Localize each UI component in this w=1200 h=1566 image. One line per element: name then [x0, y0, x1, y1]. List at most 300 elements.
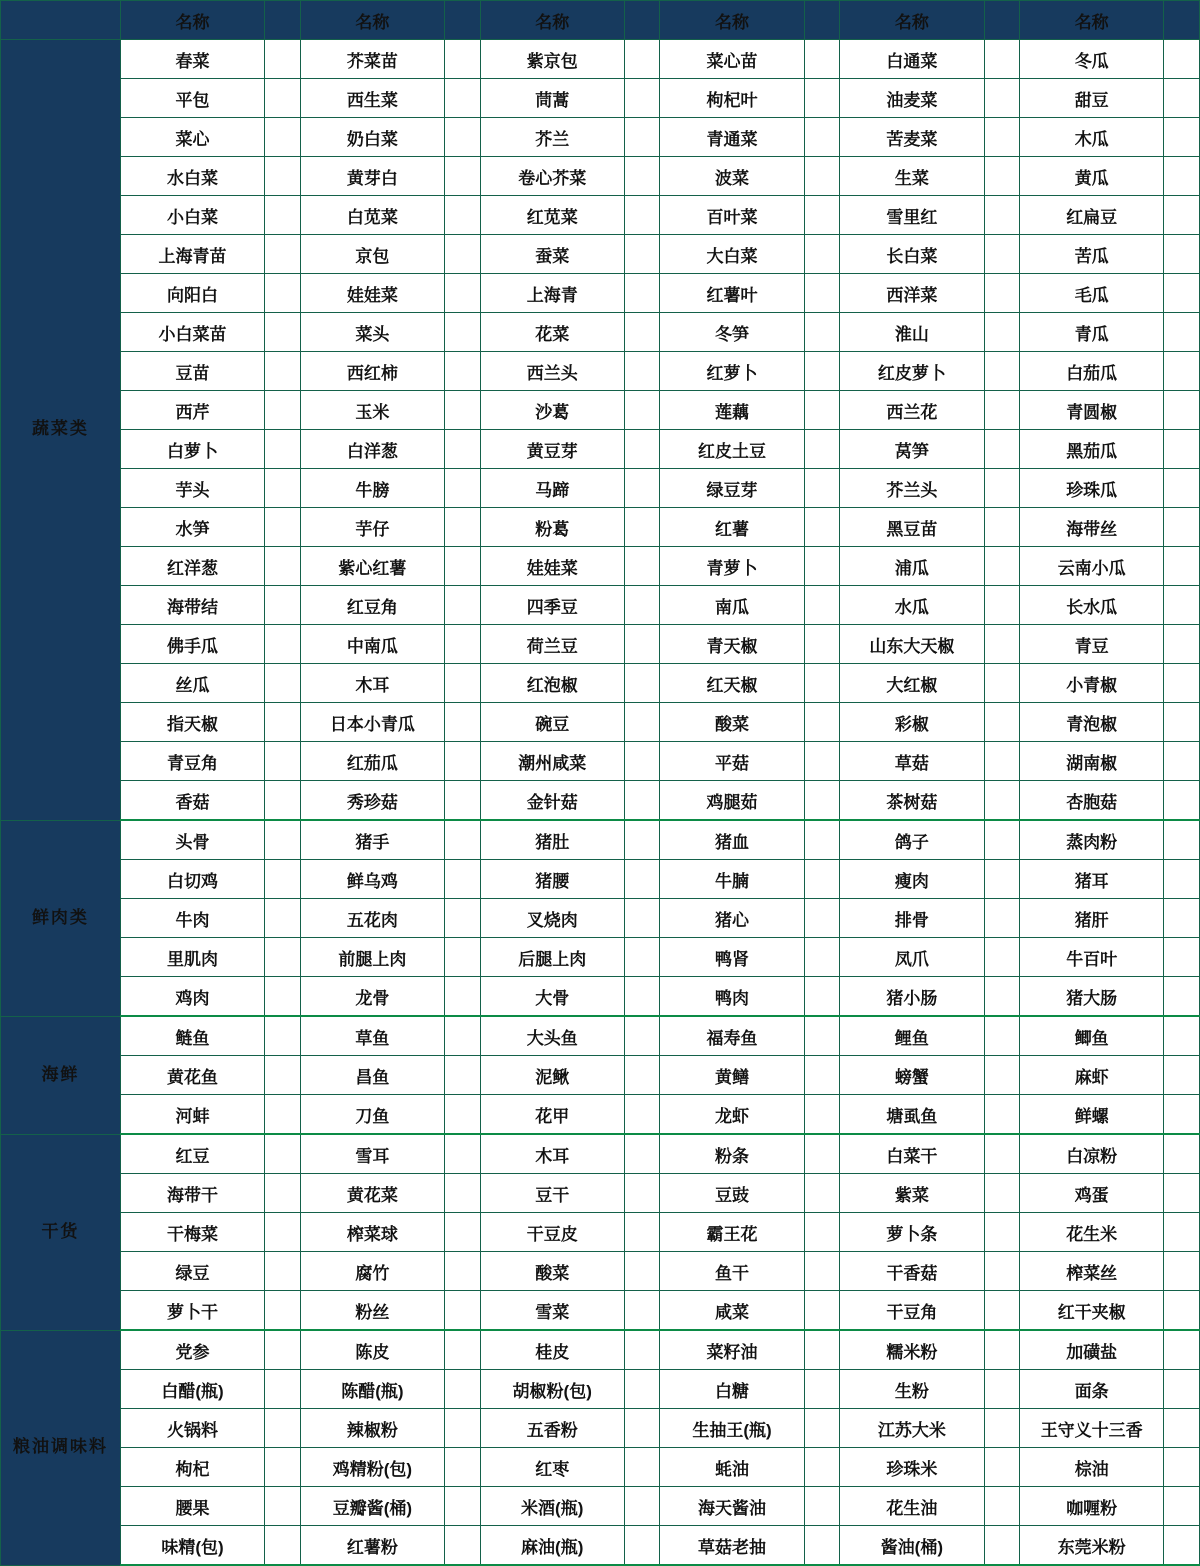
item-name-cell: 平菇 [660, 742, 804, 781]
item-name-cell: 瘦肉 [840, 860, 984, 899]
item-quantity-cell[interactable] [1164, 40, 1200, 79]
item-quantity-cell[interactable] [984, 1409, 1020, 1448]
item-quantity-cell[interactable] [445, 274, 481, 313]
item-quantity-cell[interactable] [1164, 235, 1200, 274]
item-quantity-cell[interactable] [984, 742, 1020, 781]
item-quantity-cell[interactable] [1164, 1448, 1200, 1487]
item-quantity-cell[interactable] [984, 1134, 1020, 1174]
item-quantity-cell[interactable] [265, 430, 301, 469]
item-quantity-cell[interactable] [804, 977, 840, 1017]
item-quantity-cell[interactable] [804, 40, 840, 79]
item-quantity-cell[interactable] [1164, 1016, 1200, 1056]
item-quantity-cell[interactable] [804, 781, 840, 821]
item-quantity-cell[interactable] [804, 1134, 840, 1174]
item-quantity-cell[interactable] [1164, 1370, 1200, 1409]
item-quantity-cell[interactable] [624, 469, 660, 508]
item-quantity-cell[interactable] [1164, 547, 1200, 586]
item-quantity-cell[interactable] [984, 1330, 1020, 1370]
item-quantity-cell[interactable] [624, 1174, 660, 1213]
item-quantity-cell[interactable] [984, 196, 1020, 235]
item-name-cell: 水笋 [120, 508, 264, 547]
item-quantity-cell[interactable] [1164, 1056, 1200, 1095]
item-name-cell: 粉条 [660, 1134, 804, 1174]
item-name-cell: 木耳 [300, 664, 444, 703]
item-quantity-cell[interactable] [984, 899, 1020, 938]
item-quantity-cell[interactable] [804, 79, 840, 118]
item-quantity-cell[interactable] [624, 1330, 660, 1370]
item-quantity-cell[interactable] [984, 1487, 1020, 1526]
item-quantity-cell[interactable] [804, 508, 840, 547]
item-quantity-cell[interactable] [804, 1095, 840, 1135]
item-quantity-cell[interactable] [445, 1095, 481, 1135]
item-quantity-cell[interactable] [624, 1448, 660, 1487]
item-quantity-cell[interactable] [804, 938, 840, 977]
item-quantity-cell[interactable] [1164, 1134, 1200, 1174]
item-quantity-cell[interactable] [445, 1016, 481, 1056]
item-quantity-cell[interactable] [984, 235, 1020, 274]
item-name-cell: 草菇 [840, 742, 984, 781]
item-quantity-cell[interactable] [445, 313, 481, 352]
item-quantity-cell[interactable] [624, 79, 660, 118]
item-name-cell: 红豆角 [300, 586, 444, 625]
item-name-cell: 海带干 [120, 1174, 264, 1213]
item-quantity-cell[interactable] [984, 274, 1020, 313]
item-quantity-cell[interactable] [984, 391, 1020, 430]
item-quantity-cell[interactable] [1164, 977, 1200, 1017]
item-quantity-cell[interactable] [624, 742, 660, 781]
header-name-3: 名称 [480, 1, 624, 40]
item-quantity-cell[interactable] [445, 742, 481, 781]
item-quantity-cell[interactable] [624, 1409, 660, 1448]
item-quantity-cell[interactable] [804, 196, 840, 235]
item-quantity-cell[interactable] [265, 1409, 301, 1448]
item-quantity-cell[interactable] [984, 1016, 1020, 1056]
item-name-cell: 塘虱鱼 [840, 1095, 984, 1135]
item-quantity-cell[interactable] [984, 469, 1020, 508]
item-quantity-cell[interactable] [624, 430, 660, 469]
item-name-cell: 猪肝 [1020, 899, 1164, 938]
item-name-cell: 酸菜 [480, 1252, 624, 1291]
item-name-cell: 猪心 [660, 899, 804, 938]
item-quantity-cell[interactable] [265, 586, 301, 625]
item-quantity-cell[interactable] [984, 977, 1020, 1017]
table-row [1, 274, 1200, 313]
item-quantity-cell[interactable] [1164, 508, 1200, 547]
item-quantity-cell[interactable] [1164, 118, 1200, 157]
item-quantity-cell[interactable] [1164, 586, 1200, 625]
item-quantity-cell[interactable] [445, 391, 481, 430]
item-quantity-cell[interactable] [804, 664, 840, 703]
item-quantity-cell[interactable] [804, 899, 840, 938]
item-quantity-cell[interactable] [265, 860, 301, 899]
item-quantity-cell[interactable] [265, 703, 301, 742]
item-quantity-cell[interactable] [445, 1487, 481, 1526]
item-quantity-cell[interactable] [1164, 938, 1200, 977]
item-quantity-cell[interactable] [624, 664, 660, 703]
item-quantity-cell[interactable] [265, 1016, 301, 1056]
item-name-cell: 萝卜干 [120, 1291, 264, 1331]
item-quantity-cell[interactable] [1164, 79, 1200, 118]
item-quantity-cell[interactable] [984, 40, 1020, 79]
item-quantity-cell[interactable] [445, 977, 481, 1017]
item-quantity-cell[interactable] [624, 820, 660, 860]
item-quantity-cell[interactable] [1164, 1291, 1200, 1331]
item-quantity-cell[interactable] [265, 664, 301, 703]
item-name-cell: 干香菇 [840, 1252, 984, 1291]
item-quantity-cell[interactable] [445, 1526, 481, 1566]
item-quantity-cell[interactable] [984, 1095, 1020, 1135]
item-quantity-cell[interactable] [445, 196, 481, 235]
item-name-cell: 芥兰 [480, 118, 624, 157]
item-quantity-cell[interactable] [1164, 1487, 1200, 1526]
item-quantity-cell[interactable] [804, 1409, 840, 1448]
item-quantity-cell[interactable] [1164, 742, 1200, 781]
item-quantity-cell[interactable] [984, 508, 1020, 547]
item-quantity-cell[interactable] [984, 1448, 1020, 1487]
item-quantity-cell[interactable] [624, 547, 660, 586]
item-quantity-cell[interactable] [445, 1330, 481, 1370]
item-quantity-cell[interactable] [1164, 1213, 1200, 1252]
item-quantity-cell[interactable] [265, 40, 301, 79]
item-quantity-cell[interactable] [804, 625, 840, 664]
item-quantity-cell[interactable] [265, 938, 301, 977]
item-quantity-cell[interactable] [984, 313, 1020, 352]
item-quantity-cell[interactable] [624, 391, 660, 430]
item-quantity-cell[interactable] [445, 1174, 481, 1213]
item-quantity-cell[interactable] [624, 1095, 660, 1135]
item-quantity-cell[interactable] [1164, 664, 1200, 703]
item-quantity-cell[interactable] [1164, 274, 1200, 313]
item-quantity-cell[interactable] [445, 469, 481, 508]
item-quantity-cell[interactable] [984, 157, 1020, 196]
item-name-cell: 红枣 [480, 1448, 624, 1487]
item-quantity-cell[interactable] [804, 1056, 840, 1095]
item-quantity-cell[interactable] [265, 1526, 301, 1566]
item-quantity-cell[interactable] [984, 1213, 1020, 1252]
item-quantity-cell[interactable] [984, 430, 1020, 469]
item-name-cell: 淮山 [840, 313, 984, 352]
item-quantity-cell[interactable] [984, 1291, 1020, 1331]
item-quantity-cell[interactable] [984, 586, 1020, 625]
item-quantity-cell[interactable] [445, 1409, 481, 1448]
item-quantity-cell[interactable] [624, 274, 660, 313]
item-quantity-cell[interactable] [1164, 1526, 1200, 1566]
table-row [1, 313, 1200, 352]
item-quantity-cell[interactable] [804, 742, 840, 781]
item-quantity-cell[interactable] [624, 1134, 660, 1174]
item-quantity-cell[interactable] [804, 391, 840, 430]
item-quantity-cell[interactable] [445, 1134, 481, 1174]
item-name-cell: 木耳 [480, 1134, 624, 1174]
item-quantity-cell[interactable] [265, 1370, 301, 1409]
item-quantity-cell[interactable] [984, 703, 1020, 742]
item-quantity-cell[interactable] [984, 625, 1020, 664]
header-name-1: 名称 [120, 1, 264, 40]
item-quantity-cell[interactable] [265, 1330, 301, 1370]
item-quantity-cell[interactable] [984, 781, 1020, 821]
item-quantity-cell[interactable] [265, 79, 301, 118]
item-quantity-cell[interactable] [445, 157, 481, 196]
item-quantity-cell[interactable] [445, 235, 481, 274]
item-quantity-cell[interactable] [445, 586, 481, 625]
item-quantity-cell[interactable] [265, 625, 301, 664]
item-quantity-cell[interactable] [984, 1526, 1020, 1566]
item-quantity-cell[interactable] [984, 118, 1020, 157]
item-quantity-cell[interactable] [445, 820, 481, 860]
item-name-cell: 豆瓣酱(桶) [300, 1487, 444, 1526]
item-quantity-cell[interactable] [624, 352, 660, 391]
item-name-cell: 刀鱼 [300, 1095, 444, 1135]
item-quantity-cell[interactable] [984, 938, 1020, 977]
item-name-cell: 蚕菜 [480, 235, 624, 274]
item-quantity-cell[interactable] [624, 157, 660, 196]
item-quantity-cell[interactable] [445, 664, 481, 703]
category-label: 鲜肉类 [31, 907, 89, 927]
item-quantity-cell[interactable] [1164, 352, 1200, 391]
item-quantity-cell[interactable] [265, 1291, 301, 1331]
item-quantity-cell[interactable] [1164, 430, 1200, 469]
item-quantity-cell[interactable] [265, 313, 301, 352]
item-quantity-cell[interactable] [624, 703, 660, 742]
item-quantity-cell[interactable] [624, 1056, 660, 1095]
item-name-cell: 白凉粉 [1020, 1134, 1164, 1174]
item-quantity-cell[interactable] [624, 586, 660, 625]
item-name-cell: 榨菜球 [300, 1213, 444, 1252]
item-name-cell: 白糖 [660, 1370, 804, 1409]
item-quantity-cell[interactable] [624, 1370, 660, 1409]
item-quantity-cell[interactable] [624, 899, 660, 938]
item-quantity-cell[interactable] [1164, 1409, 1200, 1448]
item-quantity-cell[interactable] [265, 352, 301, 391]
item-quantity-cell[interactable] [265, 118, 301, 157]
item-quantity-cell[interactable] [804, 1526, 840, 1566]
item-quantity-cell[interactable] [804, 860, 840, 899]
item-quantity-cell[interactable] [984, 860, 1020, 899]
item-quantity-cell[interactable] [1164, 469, 1200, 508]
item-quantity-cell[interactable] [624, 977, 660, 1017]
item-name-cell: 苦瓜 [1020, 235, 1164, 274]
item-quantity-cell[interactable] [445, 79, 481, 118]
item-quantity-cell[interactable] [265, 742, 301, 781]
item-quantity-cell[interactable] [1164, 703, 1200, 742]
item-name-cell: 秀珍菇 [300, 781, 444, 821]
item-quantity-cell[interactable] [445, 508, 481, 547]
item-quantity-cell[interactable] [804, 274, 840, 313]
item-name-cell: 河蚌 [120, 1095, 264, 1135]
item-quantity-cell[interactable] [445, 625, 481, 664]
item-quantity-cell[interactable] [445, 40, 481, 79]
item-name-cell: 粉丝 [300, 1291, 444, 1331]
item-name-cell: 干梅菜 [120, 1213, 264, 1252]
category-cell [1, 40, 121, 821]
table-head [1, 1, 1200, 40]
item-quantity-cell[interactable] [624, 235, 660, 274]
item-quantity-cell[interactable] [804, 1291, 840, 1331]
item-quantity-cell[interactable] [265, 1213, 301, 1252]
item-quantity-cell[interactable] [624, 40, 660, 79]
item-quantity-cell[interactable] [624, 781, 660, 821]
item-name-cell: 猪血 [660, 820, 804, 860]
item-quantity-cell[interactable] [804, 1370, 840, 1409]
item-quantity-cell[interactable] [984, 664, 1020, 703]
item-quantity-cell[interactable] [265, 196, 301, 235]
item-quantity-cell[interactable] [445, 781, 481, 821]
item-quantity-cell[interactable] [265, 157, 301, 196]
item-quantity-cell[interactable] [624, 938, 660, 977]
item-quantity-cell[interactable] [624, 1487, 660, 1526]
item-quantity-cell[interactable] [624, 118, 660, 157]
item-name-cell: 碗豆 [480, 703, 624, 742]
item-quantity-cell[interactable] [445, 352, 481, 391]
item-name-cell: 牛肉 [120, 899, 264, 938]
item-quantity-cell[interactable] [265, 1095, 301, 1135]
item-quantity-cell[interactable] [624, 1252, 660, 1291]
item-quantity-cell[interactable] [265, 1174, 301, 1213]
item-quantity-cell[interactable] [624, 313, 660, 352]
item-quantity-cell[interactable] [804, 586, 840, 625]
item-quantity-cell[interactable] [804, 157, 840, 196]
item-quantity-cell[interactable] [445, 547, 481, 586]
item-name-cell: 粉葛 [480, 508, 624, 547]
item-quantity-cell[interactable] [804, 118, 840, 157]
item-quantity-cell[interactable] [984, 1056, 1020, 1095]
item-quantity-cell[interactable] [804, 1448, 840, 1487]
item-quantity-cell[interactable] [265, 1134, 301, 1174]
item-name-cell: 卷心芥菜 [480, 157, 624, 196]
item-quantity-cell[interactable] [804, 1252, 840, 1291]
item-name-cell: 红皮萝卜 [840, 352, 984, 391]
item-quantity-cell[interactable] [265, 391, 301, 430]
item-quantity-cell[interactable] [265, 274, 301, 313]
item-quantity-cell[interactable] [1164, 391, 1200, 430]
item-quantity-cell[interactable] [984, 79, 1020, 118]
item-quantity-cell[interactable] [1164, 820, 1200, 860]
item-name-cell: 榨菜丝 [1020, 1252, 1164, 1291]
item-name-cell: 浦瓜 [840, 547, 984, 586]
item-quantity-cell[interactable] [804, 703, 840, 742]
item-quantity-cell[interactable] [1164, 899, 1200, 938]
item-quantity-cell[interactable] [445, 703, 481, 742]
item-quantity-cell[interactable] [265, 1056, 301, 1095]
item-quantity-cell[interactable] [265, 781, 301, 821]
item-quantity-cell[interactable] [624, 1213, 660, 1252]
item-name-cell: 猪大肠 [1020, 977, 1164, 1017]
item-quantity-cell[interactable] [984, 547, 1020, 586]
item-quantity-cell[interactable] [265, 469, 301, 508]
item-quantity-cell[interactable] [265, 508, 301, 547]
item-quantity-cell[interactable] [804, 235, 840, 274]
item-quantity-cell[interactable] [445, 1370, 481, 1409]
item-name-cell: 鸡肉 [120, 977, 264, 1017]
item-quantity-cell[interactable] [445, 899, 481, 938]
item-quantity-cell[interactable] [624, 1291, 660, 1331]
item-name-cell: 红薯 [660, 508, 804, 547]
item-quantity-cell[interactable] [1164, 625, 1200, 664]
item-name-cell: 菜心 [120, 118, 264, 157]
header-qty-5 [984, 1, 1020, 40]
item-quantity-cell[interactable] [265, 547, 301, 586]
table-row [1, 586, 1200, 625]
item-name-cell: 鸡蛋 [1020, 1174, 1164, 1213]
item-quantity-cell[interactable] [265, 235, 301, 274]
item-quantity-cell[interactable] [984, 352, 1020, 391]
item-quantity-cell[interactable] [804, 1487, 840, 1526]
item-quantity-cell[interactable] [445, 1213, 481, 1252]
item-quantity-cell[interactable] [1164, 196, 1200, 235]
item-quantity-cell[interactable] [1164, 1174, 1200, 1213]
item-quantity-cell[interactable] [265, 1252, 301, 1291]
item-name-cell: 加磺盐 [1020, 1330, 1164, 1370]
item-quantity-cell[interactable] [804, 1213, 840, 1252]
item-quantity-cell[interactable] [1164, 860, 1200, 899]
item-quantity-cell[interactable] [265, 899, 301, 938]
item-quantity-cell[interactable] [624, 1526, 660, 1566]
item-quantity-cell[interactable] [445, 1056, 481, 1095]
item-quantity-cell[interactable] [445, 1291, 481, 1331]
item-quantity-cell[interactable] [265, 820, 301, 860]
item-quantity-cell[interactable] [624, 625, 660, 664]
item-quantity-cell[interactable] [804, 1174, 840, 1213]
item-quantity-cell[interactable] [445, 938, 481, 977]
item-name-cell: 白洋葱 [300, 430, 444, 469]
item-quantity-cell[interactable] [1164, 1330, 1200, 1370]
item-quantity-cell[interactable] [1164, 157, 1200, 196]
item-quantity-cell[interactable] [445, 430, 481, 469]
item-quantity-cell[interactable] [804, 430, 840, 469]
table-row [1, 40, 1200, 79]
item-quantity-cell[interactable] [624, 508, 660, 547]
item-quantity-cell[interactable] [624, 196, 660, 235]
item-quantity-cell[interactable] [445, 1448, 481, 1487]
item-quantity-cell[interactable] [265, 1448, 301, 1487]
item-quantity-cell[interactable] [804, 469, 840, 508]
item-name-cell: 鲤鱼 [840, 1016, 984, 1056]
item-quantity-cell[interactable] [984, 820, 1020, 860]
item-name-cell: 江苏大米 [840, 1409, 984, 1448]
item-name-cell: 菜头 [300, 313, 444, 352]
item-quantity-cell[interactable] [445, 118, 481, 157]
item-quantity-cell[interactable] [265, 1487, 301, 1526]
item-name-cell: 五花肉 [300, 899, 444, 938]
item-quantity-cell[interactable] [265, 977, 301, 1017]
item-quantity-cell[interactable] [1164, 781, 1200, 821]
item-name-cell: 排骨 [840, 899, 984, 938]
item-quantity-cell[interactable] [984, 1370, 1020, 1409]
item-quantity-cell[interactable] [984, 1252, 1020, 1291]
item-quantity-cell[interactable] [445, 860, 481, 899]
item-name-cell: 麻油(瓶) [480, 1526, 624, 1566]
item-name-cell: 雪耳 [300, 1134, 444, 1174]
item-quantity-cell[interactable] [1164, 1252, 1200, 1291]
item-quantity-cell[interactable] [445, 1252, 481, 1291]
item-quantity-cell[interactable] [804, 1330, 840, 1370]
item-name-cell: 奶白菜 [300, 118, 444, 157]
item-name-cell: 海带结 [120, 586, 264, 625]
item-quantity-cell[interactable] [804, 1016, 840, 1056]
item-quantity-cell[interactable] [984, 1174, 1020, 1213]
item-quantity-cell[interactable] [1164, 313, 1200, 352]
item-quantity-cell[interactable] [624, 860, 660, 899]
item-quantity-cell[interactable] [624, 1016, 660, 1056]
item-name-cell: 西红柿 [300, 352, 444, 391]
item-quantity-cell[interactable] [804, 547, 840, 586]
item-name-cell: 龙骨 [300, 977, 444, 1017]
item-quantity-cell[interactable] [804, 352, 840, 391]
item-quantity-cell[interactable] [1164, 1095, 1200, 1135]
item-quantity-cell[interactable] [804, 820, 840, 860]
item-quantity-cell[interactable] [804, 313, 840, 352]
item-name-cell: 杏胞菇 [1020, 781, 1164, 821]
